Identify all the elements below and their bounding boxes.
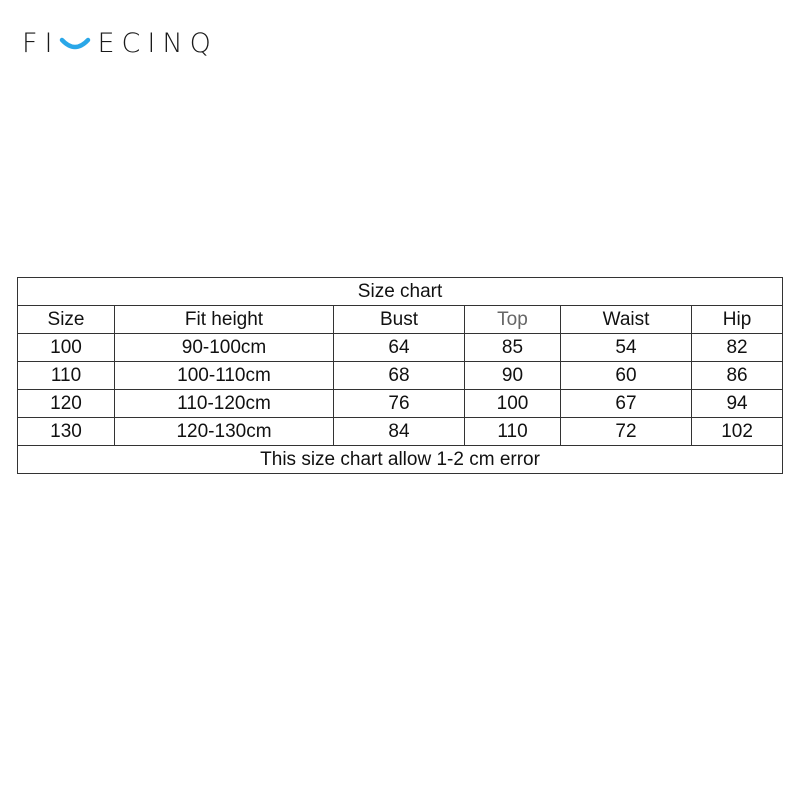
cell-size: 130 [18, 418, 115, 446]
cell-fit-height: 110-120cm [115, 390, 334, 418]
cell-bust: 68 [334, 362, 465, 390]
table-row [18, 418, 783, 446]
cell-hip: 102 [692, 418, 783, 446]
header-top: Top [465, 306, 561, 334]
cell-top: 100 [465, 390, 561, 418]
cell-waist: 67 [561, 390, 692, 418]
header-waist: Waist [561, 306, 692, 334]
header-fit-height: Fit height [115, 306, 334, 334]
cell-waist: 60 [561, 362, 692, 390]
brand-logo [22, 27, 218, 61]
table-row [18, 334, 783, 362]
cell-hip: 82 [692, 334, 783, 362]
cell-bust: 64 [334, 334, 465, 362]
header-size: Size [18, 306, 115, 334]
cell-waist: 54 [561, 334, 692, 362]
cell-top: 90 [465, 362, 561, 390]
cell-fit-height: 100-110cm [115, 362, 334, 390]
table-title: Size chart [18, 278, 783, 306]
cell-size: 120 [18, 390, 115, 418]
table-footer-row [18, 446, 783, 474]
cell-top: 110 [465, 418, 561, 446]
cell-hip: 86 [692, 362, 783, 390]
cell-fit-height: 120-130cm [115, 418, 334, 446]
header-hip: Hip [692, 306, 783, 334]
cell-size: 100 [18, 334, 115, 362]
cell-fit-height: 90-100cm [115, 334, 334, 362]
cell-top: 85 [465, 334, 561, 362]
cell-waist: 72 [561, 418, 692, 446]
table-header-row [18, 306, 783, 334]
size-chart-table [17, 277, 783, 474]
table-row [18, 362, 783, 390]
header-bust: Bust [334, 306, 465, 334]
table-title-row [18, 278, 783, 306]
brand-suffix: ECINQ [97, 28, 218, 59]
cell-bust: 84 [334, 418, 465, 446]
cell-hip: 94 [692, 390, 783, 418]
cell-size: 110 [18, 362, 115, 390]
smile-icon [58, 27, 92, 61]
table-row [18, 390, 783, 418]
brand-prefix: FI [22, 28, 60, 59]
cell-bust: 76 [334, 390, 465, 418]
table-footer-note: This size chart allow 1-2 cm error [18, 446, 783, 474]
